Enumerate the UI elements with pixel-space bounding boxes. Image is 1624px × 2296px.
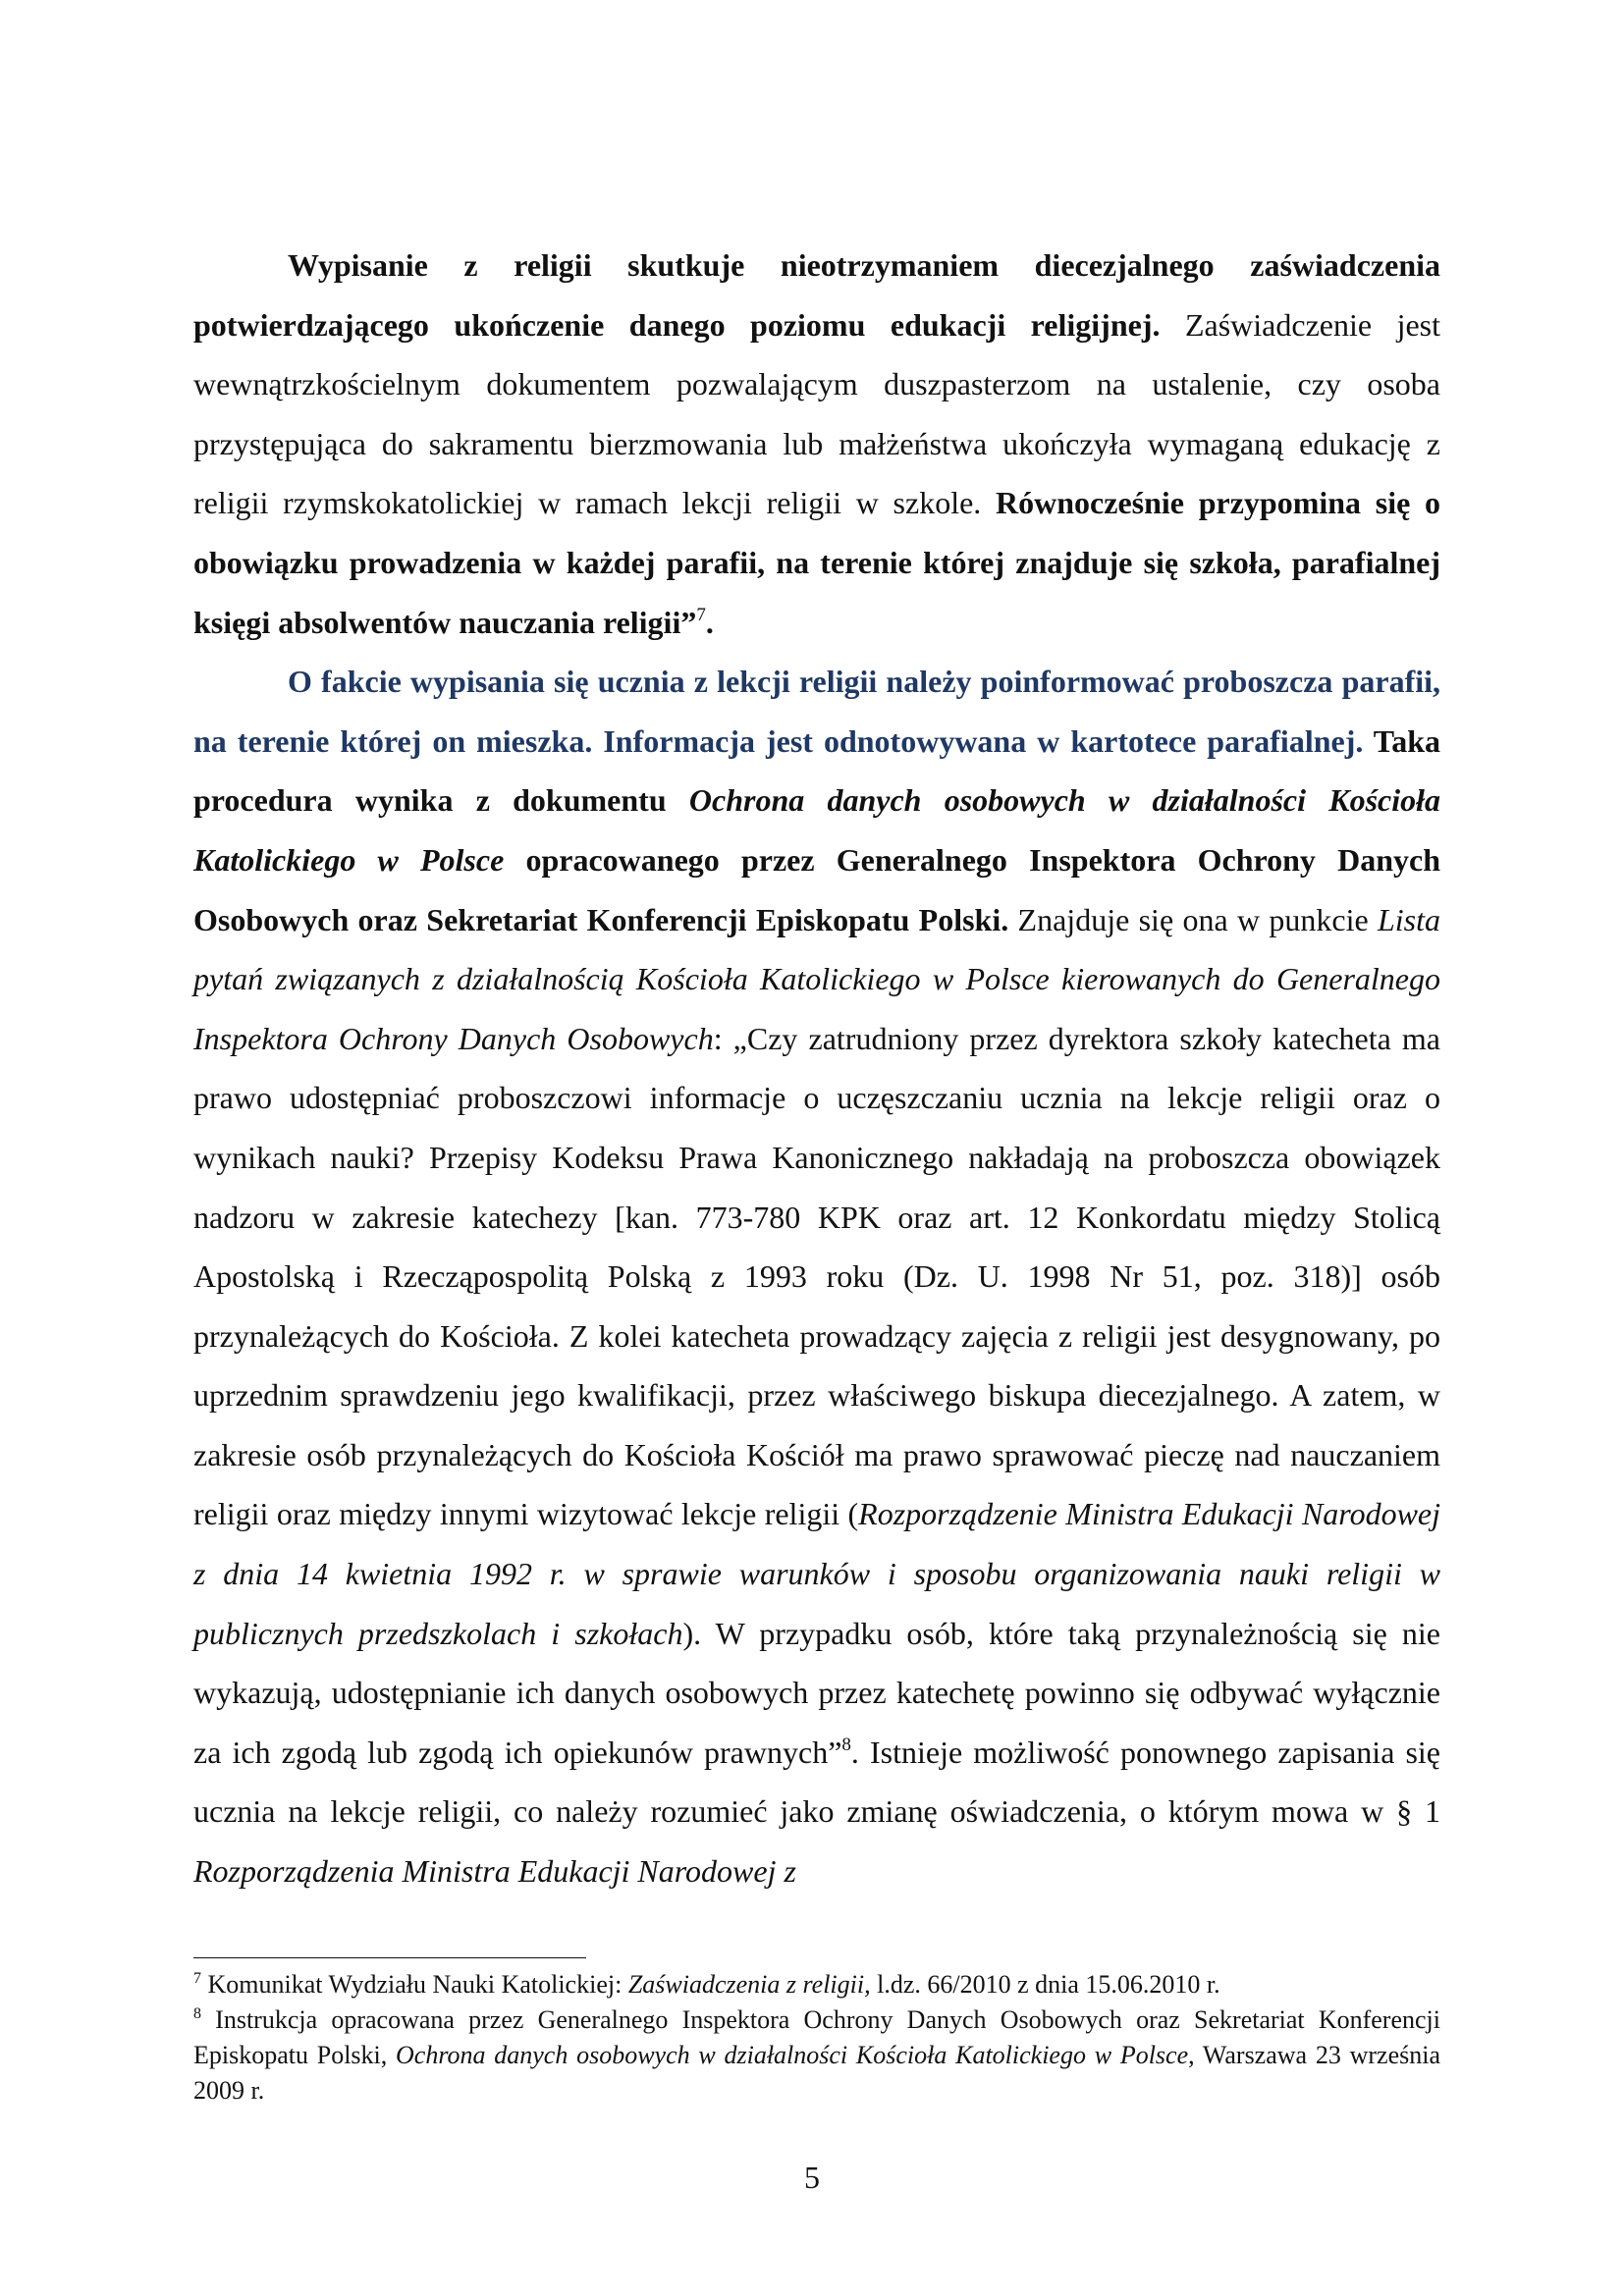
footnote-text: Instrukcja opracowana przez Generalnego Inspektora Ochrony Danych Osobowych oraz Sekretariat Konferencji Episkopatu Polski, xyxy=(193,2005,1440,2069)
highlighted-blue-text: O fakcie wypisania się ucznia z lekcji religii należy poinformować proboszcza parafii, na terenie której on mieszka. Informacja jest odnotowywana w kartotece parafialnej. xyxy=(193,664,1440,759)
italic-title: Rozporządzenia Ministra Edukacji Narodowej z xyxy=(193,1853,796,1890)
paragraph-text: Zaświadczenie jest wewnątrzkościelnym dokumentem pozwalającym duszpasterzom na ustalenie, czy osoba przystępująca do sakramentu bierzmowania lub małżeństwa ukończyła wymaganą edukację z religii rzymskokatolickiej w ramach lekcji religii w szkole. xyxy=(193,306,1441,521)
paragraph-text: . Istnieje możliwość ponownego zapisania się ucznia na lekcje religii, co należy rozumieć jako zmianę oświadczenia, o którym mowa w § 1 xyxy=(193,1734,1441,1830)
bold-italic-title: Ochrona danych osobowych w działalności Kościoła Katolickiego w Polsce xyxy=(193,782,1441,878)
bold-sentence: Równocześnie przypomina się o obowiązku prowadzenia w każdej parafii, na terenie której znajduje się szkoła, parafialnej księgi absolwentów nauczania religii” xyxy=(193,485,1441,640)
footnote-number: 7 xyxy=(193,1970,201,1987)
paragraph-text: Znajduje się ona w punkcie xyxy=(1008,901,1378,937)
footnote-number: 8 xyxy=(193,2005,201,2022)
italic-title: Rozporządzenie Ministra Edukacji Narodowej z dnia 14 kwietnia 1992 r. w sprawie warunków i sposobu organizowania nauki religii w publicznych przedszkolach i szkołach xyxy=(193,1496,1440,1651)
footnote-italic: Ochrona danych osobowych w działalności Kościoła Katolickiego w Polsce xyxy=(396,2041,1189,2069)
footnotes xyxy=(193,1967,1440,2109)
bold-sentence: opracowanego przez Generalnego Inspektora Ochrony Danych Osobowych oraz Sekretariat Konferencji Episkopatu Polski. xyxy=(193,841,1441,937)
footnote-separator xyxy=(193,1957,586,1958)
footnote-ref-8[interactable]: 8 xyxy=(841,1734,851,1755)
footnote-text: , Warszawa 23 września 2009 r. xyxy=(193,2041,1440,2105)
footnote-italic: Zaświadczenia z religii, xyxy=(627,1970,871,1999)
bold-sentence: Taka procedura wynika z dokumentu xyxy=(193,722,1441,819)
italic-title: Lista pytań związanych z działalnością Kościoła Katolickiego w Polsce kierowanych do Generalnego Inspektora Ochrony Danych Osobowych xyxy=(193,901,1441,1056)
bold-sentence: Wypisanie z religii skutkuje nieotrzymaniem diecezjalnego zaświadczenia potwierdzającego ukończenie danego poziomu edukacji religijnej. xyxy=(193,247,1440,343)
footnote-text: Komunikat Wydziału Nauki Katolickiej: xyxy=(201,1970,628,1999)
quoted-text: ). W przypadku osób, które taką przynależnością się nie wykazują, udostępnianie ich danych osobowych przez katechetę powinno się odbywać wyłącznie za ich zgodą lub zgodą ich opiekunów prawnych” xyxy=(193,1615,1441,1770)
quoted-text: : „Czy zatrudniony przez dyrektora szkoły katecheta ma prawo udostępniać proboszczowi informacje o uczęszczaniu ucznia na lekcje religii oraz o wynikach nauki? Przepisy Kodeksu Prawa Kanonicznego nakładają na proboszcza obowiązek nadzoru w zakresie katechezy [kan. 773-780 KPK oraz art. 12 Konkordatu między Stolicą Apostolską i Rzecząpospolitą Polską z 1993 roku (Dz. U. 1998 Nr 51, poz. 318)] osób przynależących do Kościoła. Z kolei katecheta prowadzący zajęcia z religii jest desygnowany, po uprzednim sprawdzeniu jego kwalifikacji, przez właściwego biskupa diecezjalnego. A zatem, w zakresie osób przynależących do Kościoła Kościół ma prawo sprawować pieczę nad nauczaniem religii oraz między innymi wizytować lekcje religii ( xyxy=(193,1020,1441,1532)
footnote-7 xyxy=(193,1967,1440,2002)
body-text xyxy=(193,236,1440,1901)
page-number: 5 xyxy=(804,2160,820,2195)
paragraph-1 xyxy=(193,236,1440,652)
footnote-text: l.dz. 66/2010 z dnia 15.06.2010 r. xyxy=(870,1970,1220,1999)
footnote-8 xyxy=(193,2002,1440,2109)
bold-period: . xyxy=(705,604,714,640)
footnote-ref-7[interactable]: 7 xyxy=(696,604,706,625)
paragraph-2 xyxy=(193,652,1440,1900)
